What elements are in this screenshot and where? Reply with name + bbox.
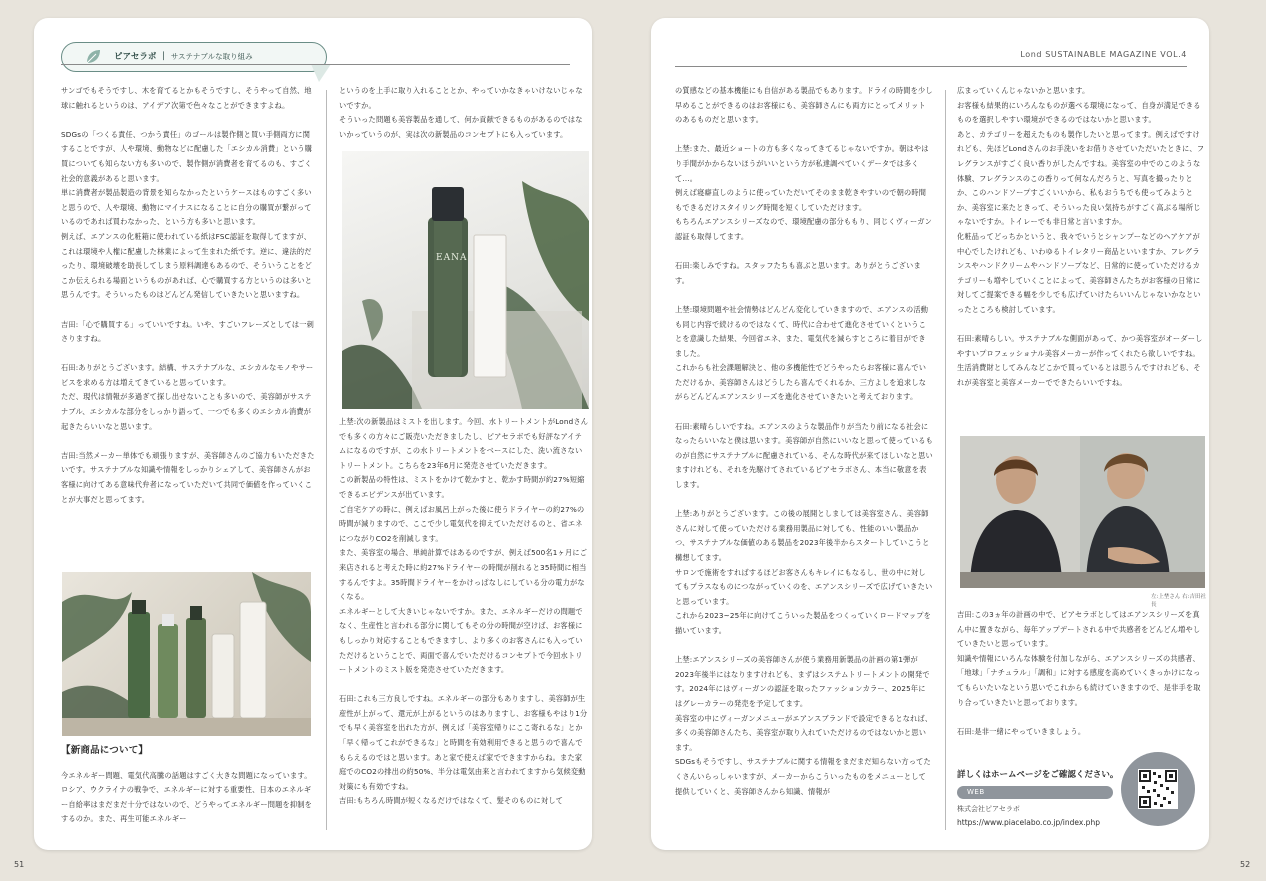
qr-code-icon[interactable] <box>1138 769 1178 809</box>
mist-product-illustration <box>342 151 589 409</box>
interview-photo <box>960 436 1205 588</box>
paragraph: SDGsの「つくる責任、つかう責任」のゴールは製作側と買い手側両方に関することですが、人や環境、動物などに配慮した「エシカル消費」という購買についても知らない方も多いので、製作側が消費者を育てるのも、すごく社会的意義があると思います。 単に消費者が製品製造の背景を知らなかったというケースはものすごく多いと思うので、人や環境、動物にマイナスになることに自分の購買が繋がっているのであれば買わなかった、という方も多いと思います。 例えば、エアンスの化粧箱に使われている紙はFSC認証を取得してますが、これは環境や人権に配慮した林業によって生まれた紙です。逆に、違法的だったり、環境破壊を助長してしまう原料調達もあるので、そういうことをどこか伝えられる場面というものがあれば、心で購買する方というのは多いと思うんです。そういったものはどんどん発信していきたいと思いますね。 <box>61 129 313 300</box>
qr-code-badge <box>1121 752 1195 826</box>
website-info-box <box>957 758 1205 848</box>
paragraph: 今エネルギー問題、電気代高騰の話題はすごく大きな問題になっています。ロシア、ウクライナの戦争で、エネルギーに対する重要性、日本のエネルギー自給率はまだまだ十分ではないので、どうやってエネルギー問題を抑制をするのか。また、再生可能エネルギー <box>61 770 313 824</box>
header-pill-tail <box>309 62 339 86</box>
article-column-2-bottom <box>339 415 589 835</box>
paragraph: 吉田:「心で購買する」っていいですね。いや、すごいフレーズとしては一刺さりますね。 <box>61 319 315 344</box>
photo-caption: 左:上埜さん 右:吉田社長 <box>1151 594 1206 608</box>
article-column-3 <box>675 84 933 836</box>
column-divider <box>945 90 946 830</box>
website-url[interactable]: https://www.piacelabo.co.jp/index.php <box>957 818 1100 827</box>
paragraph: の質感などの基本機能にも自信がある製品でもあります。ドライの時間を少し早めることができるのはお客様にも、美容師さんにも両方にとってメリットのあるものだと思います。 <box>675 86 933 125</box>
header-rule <box>61 64 570 65</box>
paragraph: 石田:素晴らしい。サステナブルな側面があって、かつ美容室がオーダーしやすいプロフェッショナル美容メーカーが作ってくれたら欲しいですね。 生活消費財としてみんなどこかで買っているとは思うんですけれども、それが美容室と美容メーカーでできたらいいですね。 <box>957 334 1203 387</box>
paragraph: 上埜:ありがとうございます。この後の展開としましては美容室さん、美容師さんに対して使っていただける業務用製品に対しても、性能のいい製品かつ、サステナブルな価値のある製品を2023年後半からスタートしていこうと構想してます。 サロンで施術をすればするほどお客さんもキレイにもなるし、世の中に対してもプラスなものにつながっていくのを、エアンスシリーズで広げていきたいと思っています。 これから2023~25年に向けてこういった製品をつくっていくロードマップを描いています。 <box>675 509 933 635</box>
product-photo-mist <box>342 151 589 409</box>
web-label-pill: WEB <box>957 786 1113 799</box>
paragraph: 広まっていくんじゃないかと思います。 お客様も結果的にいろんなものが選べる環境になって、自身が満足できるものを選択しやすい環境ができるのではないかと思います。 あと、カテゴリーを超えたものも製作したいと思ってます。例えばですけれども、先ほどLondさんのお手洗いをお借りさせていただいたときに、フレグランスがすごく良い香りがしたんですね。美容室の中でのこのような体験、フレグランスのこの香りって何なんだろうと、写真を撮ったりとか、このハンドソープすごくいいから、私もおうちでも使ってみようとか、美容室に来たときって、そういった良い気持ちがすごく高ぶる場所じゃないですか。トイレーでも非日常と言いますか。 化粧品ってどっちかというと、我々でいうとシャンプーなどのヘアケアが中心でしたけれども、いわゆるトイレタリー商品といいますか、フレグランスやハンドクリームやハンドソープなど、日常的に使っていただけるカテゴリーも増やしていくことによって、美容師さんたちがお客様の日常に対してご提案できる幅を少しでも広げていけたらいいんじゃないかなといったところも検討しています。 <box>957 86 1205 314</box>
paragraph: 石田:是非一緒にやっていきましょう。 <box>957 726 1086 736</box>
company-name: 株式会社ピアセラボ <box>957 805 1020 813</box>
interview-illustration <box>960 436 1205 588</box>
page-number-left: 51 <box>14 860 25 869</box>
article-column-1-bottom <box>61 742 315 846</box>
paragraph: というのを上手に取り入れることとか、やっていかなきゃいけないじゃないですか。 そういった問題も美容製品を通して、何か貢献できるものがあるのではないかっていうのが、実は次の新製品のコンセプトにも入っています。 <box>339 86 583 139</box>
right-page <box>651 18 1209 850</box>
paragraph: 石田:これも三方良しですね。エネルギーの部分もありますし、美容師が生産性が上がって、還元が上がるというのはありますし、お客様もやはり1分でも早く美容室を出れた方が、例えば「美容室帰りにここ寄れるな」とか「早く帰ってこれができるな」と時間を有効利用できると思うので喜んでもらえるのではと思います。あと家で使えば家でできますからね。また家庭でのCO2の排出の約50%、半分は電気由来と言われてますから気候変動対策にも有効ですね。 吉田:もちろん時間が短くなるだけではなくて、髪そのものに対して <box>339 694 588 806</box>
header-brand: ピアセラボ <box>114 52 157 62</box>
article-column-4-top <box>957 84 1207 438</box>
paragraph: 吉田:この3ヵ年の計画の中で、ピアセラボとしてはエアンスシリーズを真ん中に置きながら、毎年アップデートされる中で共感者をどんどん増やしていきたいと思っています。 知識や情報にいろんな体験を付加しながら、エアンスシリーズの共感者、「地球」「ナチュラル」「調和」に対する感度を高めていくきっかけになってもらいたいなという思いでこれからも続けていきますので、是非手を取り合っていきたいと思っております。 <box>957 610 1201 707</box>
paragraph: 石田:素晴らしいですね。エアンスのような製品作りが当たり前になる社会になったらいいなと僕は思います。美容師が自然にいいなと思って使っているものが自然にサステナブルに配慮されている、そんな時代が来てほしいなと思いますけれども、それを先駆けてされているピアセラボさん、本当に敬意を表します。 <box>675 421 933 490</box>
product-photo-lineup <box>62 572 311 736</box>
left-page <box>34 18 592 850</box>
column-divider <box>326 90 327 830</box>
paragraph: 上埜:環境問題や社会情勢はどんどん変化していきますので、エアンスの活動も同じ内容で続けるのではなくて、時代に合わせて進化させていくということを意識した結果、今回省エネ、また、電気代を減らすところに着目ができました。 これからも社会課題解決と、他の多機能性でどうやったらお客様に喜んでいただけるか、美容師さんはどうしたら喜んでくれるか、三方よしを追求しながらどんどんエアンスシリーズを進化させていきたいと考えております。 <box>675 304 929 402</box>
paragraph: 石田:ありがとうございます。結構、サステナブルな、エシカルなモノやサービスを求める方は増えてきていると思っています。 ただ、現代は情報が多過ぎて探し出せないことも多いので、美容師がサステナブル、エシカルな部分をしっかり語って、一つでも多くのエシカル消費が起きたらいいなと思います。 <box>61 363 314 431</box>
section-header-pill <box>61 42 327 72</box>
paragraph: サンゴでもそうですし、木を育てるとかもそうですし、そうやって自然、地球に触れるというのは、アイデア次第で色々なことができますよね。 <box>61 86 312 110</box>
header-subtitle: サステナブルな取り組み <box>170 52 253 61</box>
header-rule <box>675 66 1187 67</box>
paragraph: 石田:楽しみですね。スタッフたちも喜ぶと思います。ありがとうございます。 <box>675 261 921 285</box>
article-column-4-bottom <box>957 608 1207 758</box>
magazine-title: Lond SUSTAINABLE MAGAZINE VOL.4 <box>1020 50 1187 59</box>
section-heading-new-products: 【新商品について】 <box>61 745 149 756</box>
article-column-1 <box>61 84 315 578</box>
section-header-text: ピアセラボ ｜ サステナブルな取り組み <box>114 52 253 62</box>
info-title: 詳しくはホームページをご確認ください。 <box>957 770 1119 780</box>
paragraph: 吉田:当然メーカー単体でも頑張りますが、美容師さんのご協力もいただきたいです。サステナブルな知識や情報をしっかりシェアして、美容師さんがお客様に向けてある意味代弁者になっていただいて共同で価値を作っていくことが大事だと思ってます。 <box>61 450 315 504</box>
bottle-brand-label: EANA <box>436 253 468 263</box>
paragraph: 上埜:また、最近ショートの方も多くなってきてるじゃないですか。朝はやはり手間がかからないほうがいいという方が私達調べていくデータでは多くて…。 例えば寝癖直しのように使っていただいてそのまま乾きやすいので朝の時間もできるだけスタイリング時間を短くしていただけます。 もちろんエアンスシリーズなので、環境配慮の部分ももり、同じくヴィーガン認証も取得してます。 <box>675 144 932 241</box>
product-lineup-illustration <box>62 572 311 736</box>
paragraph: 上埜:エアンスシリーズの美容師さんが使う業務用新製品の計画の第1弾が2023年後半にはなりますけれども、まずはシステムトリートメントの開発です。2024年にはヴィーガンの認証を取ったファッションカラー、2025年にはグレーカラーの発売を予定してます。 美容室の中にヴィーガンメニューがエアンスブランドで設定できるとなれば、多くの美容師さんたち、美容室が取り入れていただけるのではないかと思います。 SDGsもそうですし、サステナブルに関する情報をまだまだ知らない方ってたくさんいらっしゃいますが、メーカーからこういったものをメニューとして提供していくと、美容師さんから知識、情報が <box>675 655 933 796</box>
page-number-right: 52 <box>1240 860 1251 869</box>
article-column-2-top <box>339 84 589 154</box>
paragraph: 上埜:次の新製品はミストを出します。今回、水トリートメントがLondさんでも多くの方々にご販売いただきましたし、ピアセラボでも好評なアイテムになるのですが、この水トリートメントをベースにした、洗い流さないトリートメント。こちらを23年6月に発売させていただきます。 この新製品の特性は、ミストをかけて乾かすと、乾かす時間が約27%短縮できるエビデンスが出ています。 ご自宅ケアの時に、例えばお風呂上がった後に使うドライヤーの約27%の時間が減りますので、ここで少し電気代を抑えていただけるのと、省エネにつながりCO2を削減します。 また、美容室の場合、単純計算ではあるのですが、例えば500名1ヶ月にご来店されると考えた時に約27%ドライヤーの時間が削れると35時間に相当するんですよ。35時間ドライヤーをかけっぱなしにしている分の電力がなくなる。 エネルギーとして大きいじゃないですか。また、エネルギーだけの問題でなく、生産性と言われる部分に関してもその分の時間が空けば、お客様にもしっかり対応することもできますし、より多くのお客さんにも入っていただけるということで、両面で喜んでいただけるコンセプトで今回水トリートメントのミスト版を発売させていただきます。 <box>339 417 589 675</box>
